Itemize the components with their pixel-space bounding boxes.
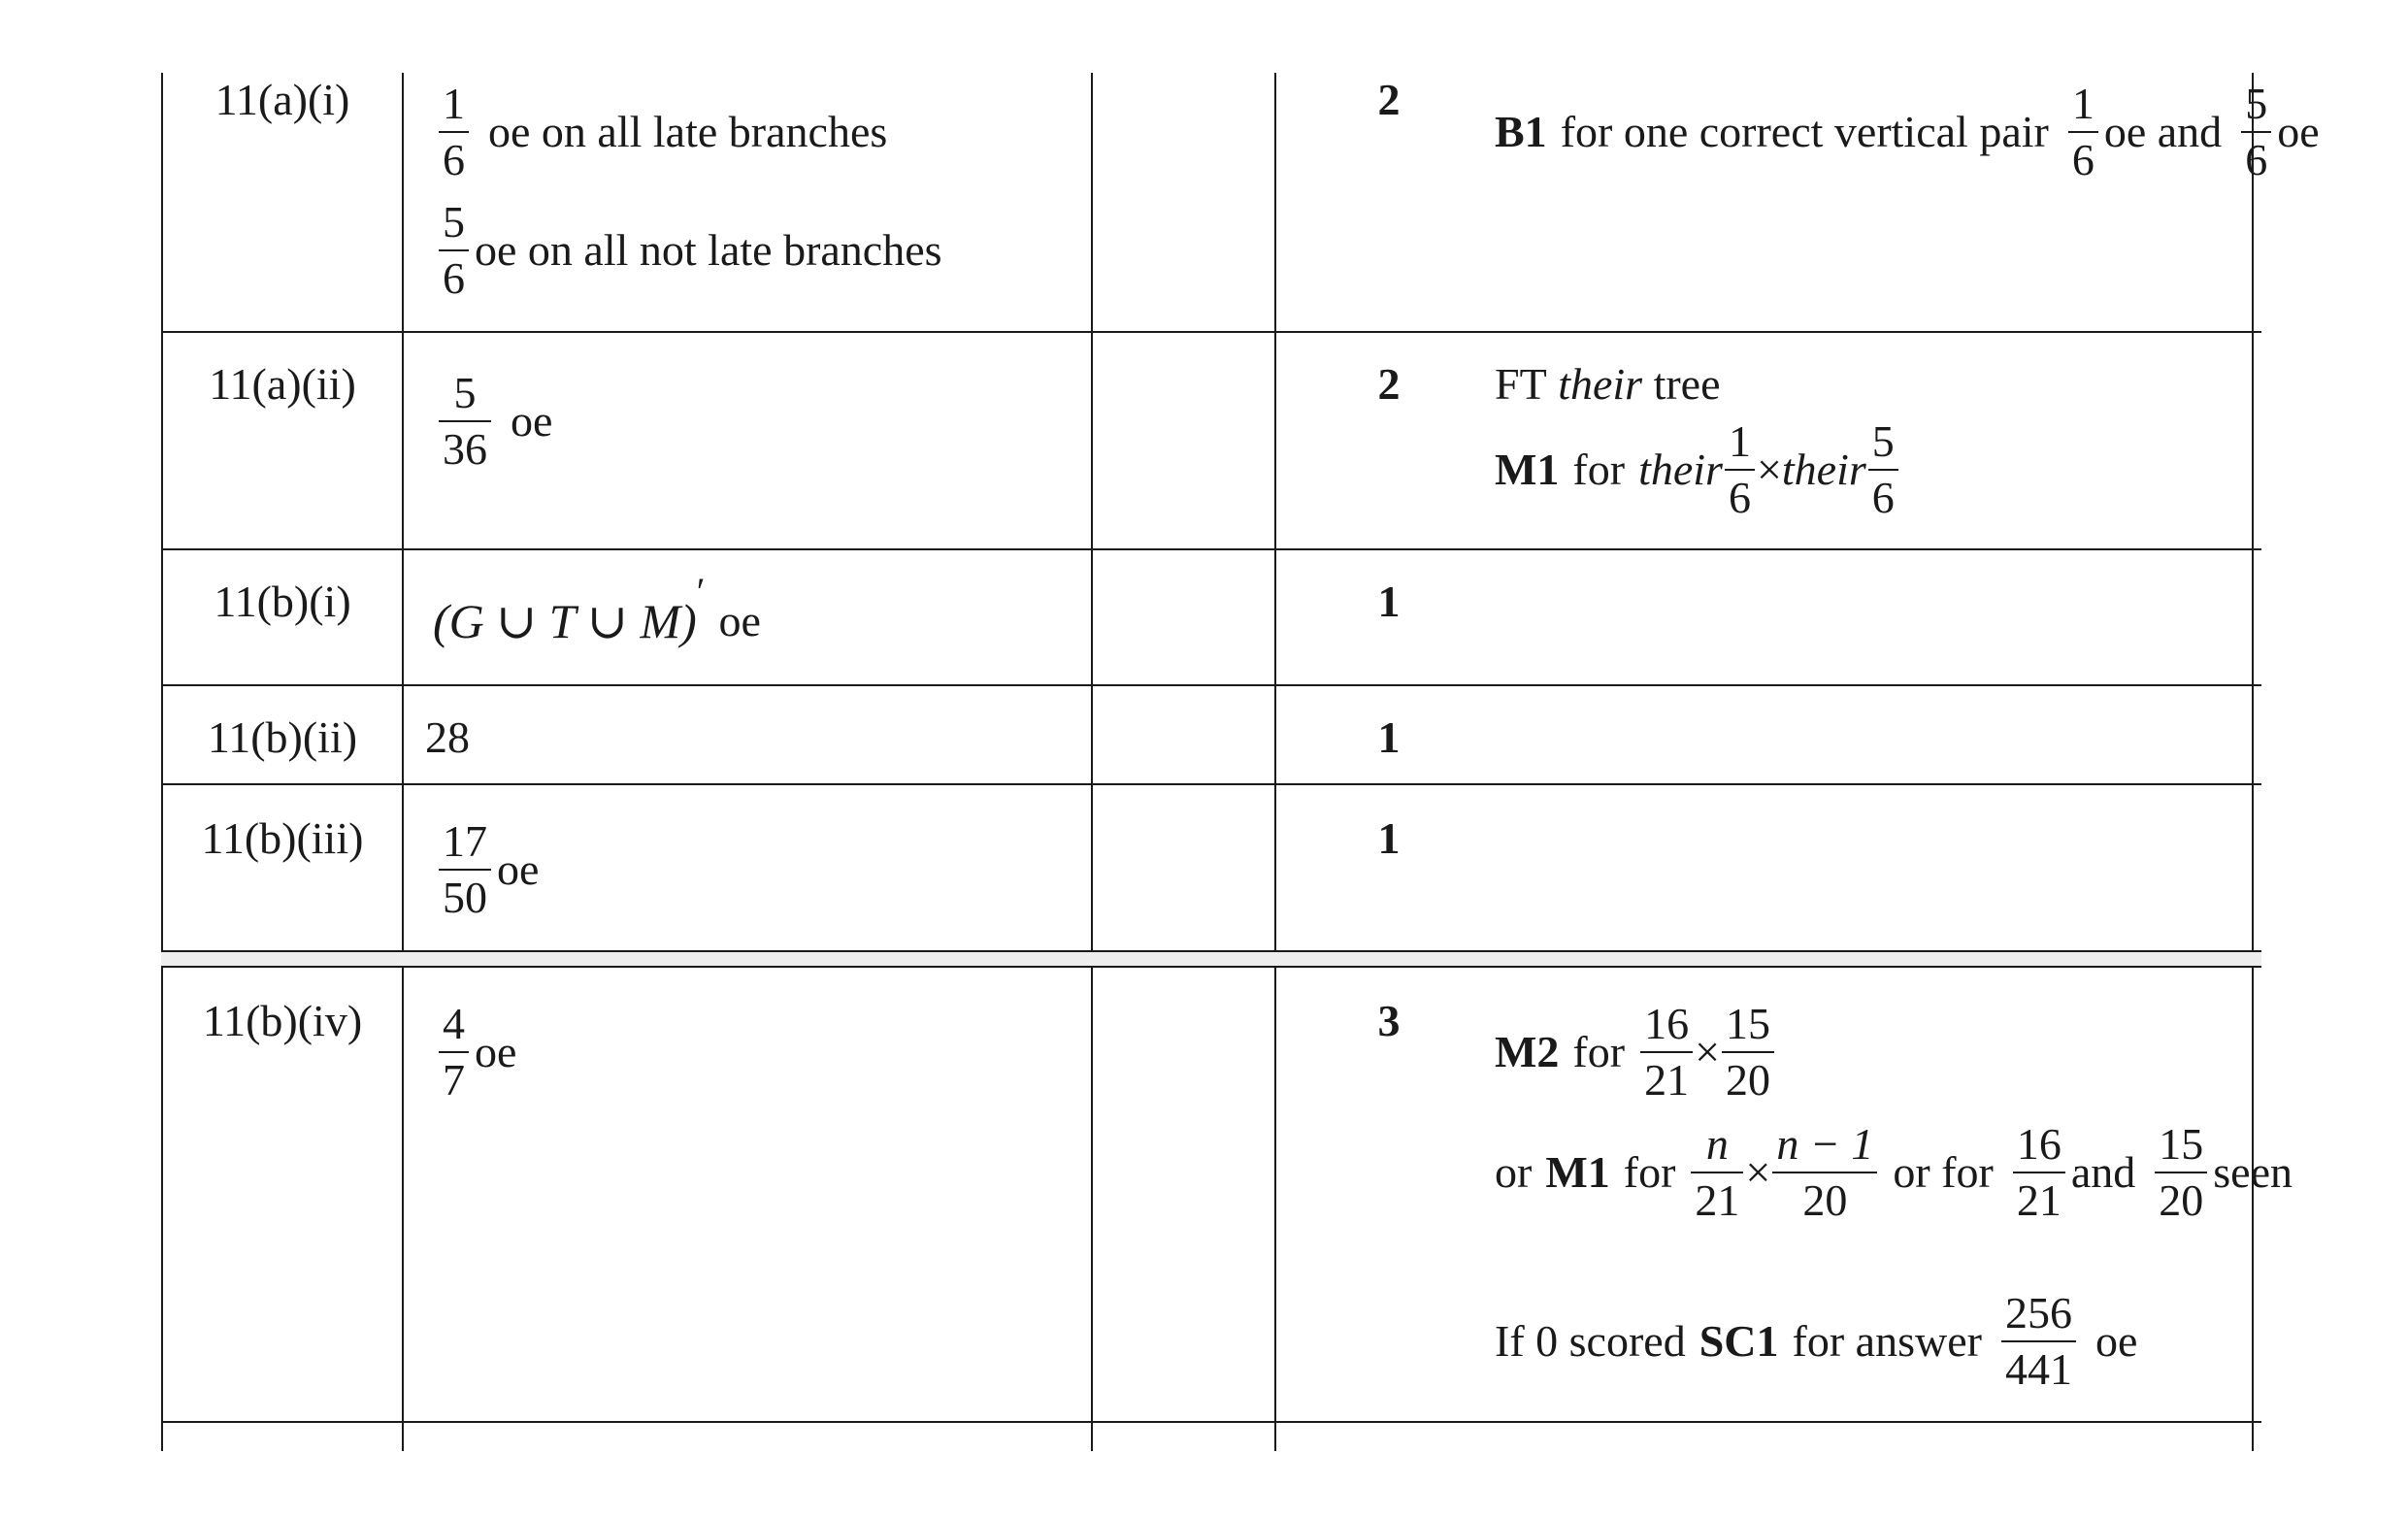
table-row — [161, 548, 2261, 684]
marks: 2 — [1377, 359, 1401, 409]
guidance-line: M1 for their $\frac{1}{6}$ × their $\frac{5}{6}$ — [1495, 418, 1900, 522]
table-row — [161, 968, 2293, 1421]
answer-text: 28 — [425, 712, 470, 762]
fraction: $\frac{5}{36}$ — [439, 370, 491, 474]
complement-prime: ′ — [696, 570, 706, 613]
fraction: $\frac{5}{6}$ — [1868, 418, 1898, 522]
fraction: $\frac{1}{6}$ — [2068, 81, 2098, 184]
fraction: $\frac{15}{20}$ — [2155, 1121, 2207, 1225]
fraction: $\frac{15}{20}$ — [1722, 1001, 1774, 1105]
guidance-line: If 0 scored SC1 for answer $\frac{256}{441}$ oe — [1495, 1288, 2138, 1395]
guidance-line: B1 for one correct vertical pair $\frac{1}{6}$ oe and $\frac{5}{6}$ oe — [1495, 79, 2320, 185]
answer-line — [433, 1001, 516, 1105]
table-row — [161, 73, 2320, 331]
table-row — [161, 785, 2261, 950]
marks: 3 — [1377, 996, 1401, 1045]
question-number: 11(a)(i) — [214, 75, 350, 124]
answer-text: oe — [475, 1027, 517, 1077]
row-divider — [161, 950, 2261, 952]
fraction: $\frac{17}{50}$ — [439, 818, 491, 922]
answer-text: oe — [497, 844, 540, 895]
answer-line — [433, 199, 942, 303]
question-number: 11(b)(ii) — [207, 712, 358, 762]
question-number: 11(a)(ii) — [209, 359, 356, 409]
fraction: $\frac{n}{21}$ — [1691, 1121, 1743, 1225]
fraction: $\frac{4}{7}$ — [439, 1001, 469, 1105]
row-divider — [161, 1421, 2261, 1423]
guidance-line: or M1 for $\frac{n}{21}$ × $\frac{n - 1}{20}$ or for $\frac{16}{21}$ and $\frac{15}{20}$ seen — [1495, 1119, 2293, 1226]
answer-line — [433, 570, 761, 648]
fraction: $\frac{256}{441}$ — [2001, 1290, 2076, 1394]
fraction: $\frac{n - 1}{20}$ — [1772, 1121, 1877, 1225]
question-number: 11(b)(iii) — [201, 813, 364, 863]
table-row — [161, 686, 2261, 783]
fraction: $\frac{5}{6}$ — [2241, 81, 2271, 184]
answer-line — [433, 81, 887, 184]
answer-text: oe on all late branches — [488, 107, 888, 157]
set-expression: (G ∪ T ∪ M) — [433, 594, 697, 648]
fraction: $\frac{5}{6}$ — [439, 199, 469, 303]
fraction: $\frac{1}{6}$ — [439, 81, 469, 184]
question-number: 11(b)(iv) — [202, 996, 363, 1045]
guidance-line: M2 for $\frac{16}{21}$ × $\frac{15}{20}$ — [1495, 1001, 1776, 1105]
marks: 2 — [1377, 75, 1401, 124]
table-row — [161, 331, 2261, 548]
fraction: $\frac{16}{21}$ — [1640, 1001, 1693, 1105]
answer-line — [433, 818, 539, 922]
answer-text: oe — [718, 596, 761, 645]
question-number: 11(b)(i) — [214, 577, 351, 626]
marks: 1 — [1377, 577, 1401, 626]
fraction: $\frac{16}{21}$ — [2013, 1121, 2065, 1225]
guidance-line: FT their tree — [1495, 359, 1721, 409]
answer-text: oe on all not late branches — [475, 225, 942, 276]
marks: 1 — [1377, 712, 1401, 762]
answer-text: oe — [511, 396, 553, 446]
marks: 1 — [1377, 813, 1401, 863]
answer-line — [433, 370, 552, 474]
fraction: $\frac{1}{6}$ — [1725, 418, 1755, 522]
